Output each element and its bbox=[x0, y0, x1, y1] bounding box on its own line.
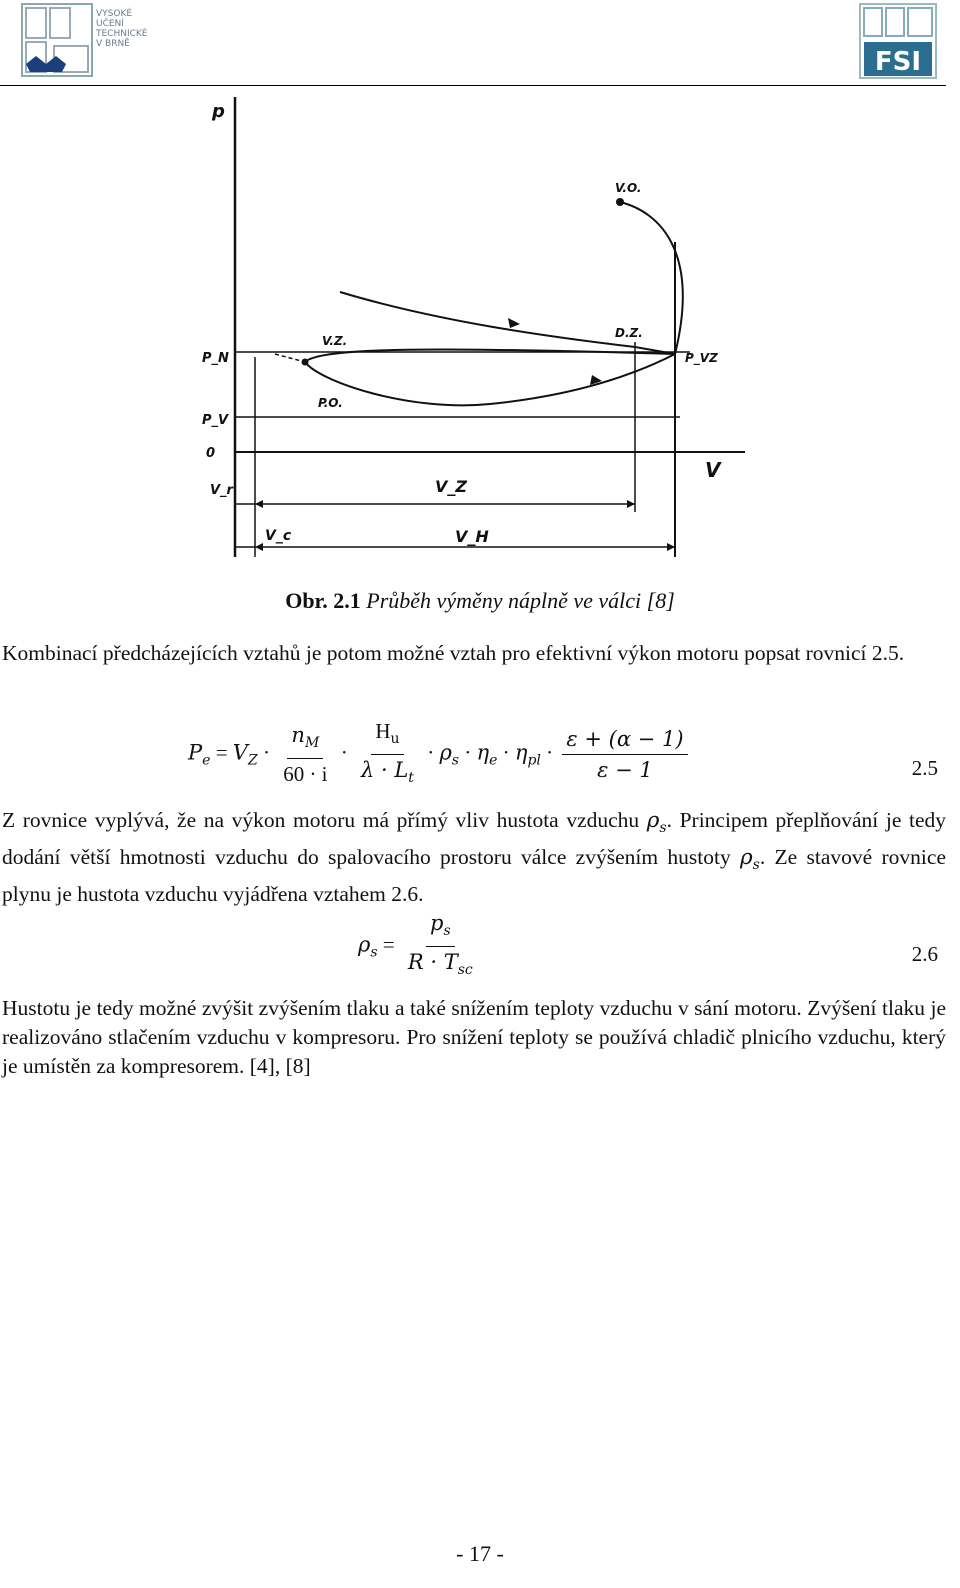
po-point bbox=[302, 359, 309, 366]
pvz-label: P_VZ bbox=[685, 351, 718, 365]
header-rule bbox=[0, 85, 946, 86]
vz-dim-label: V_Z bbox=[435, 477, 467, 496]
page-header bbox=[0, 0, 960, 90]
pn-label: P_N bbox=[202, 351, 229, 366]
vo-label: V.O. bbox=[615, 181, 642, 195]
figure-caption bbox=[0, 588, 960, 614]
paragraph-3: Hustotu je tedy možné zvýšit zvýšením tlaku a také snížením teploty vzduchu v sání motoru. Zvýšení tlaku je realizováno stlačením vzduchu v kompresoru. Pro snížení teploty se používá chladič plnicího vzduchu, který je umístěn za kompresorem. [4], [8] bbox=[2, 996, 946, 1078]
dz-label: D.Z. bbox=[615, 326, 643, 340]
logo-line-3: TECHNICKÉ bbox=[96, 29, 148, 39]
po-label: P.O. bbox=[318, 396, 343, 410]
vz-label: V.Z. bbox=[322, 334, 348, 348]
pv-label: P_V bbox=[202, 413, 229, 428]
logo-line-2: UČENÍ bbox=[96, 19, 124, 29]
equation-2-5: $P_e = V_Z$ · $\frac{n_M}{60 \cdot i}$ · $\frac{H_u}{\lambda \cdot L_t}$ · $\rho_s \cdot \eta_e \cdot \eta_{pl}$ · $\frac{\varepsilon + (\alpha - 1)}{\varepsilon - 1}$ bbox=[188, 718, 692, 791]
equation-2-6: $\rho_s$ = $\frac{p_s}{R \cdot T_{sc}}$ bbox=[358, 911, 473, 978]
equation-2-6-number: 2.6 bbox=[911, 942, 938, 966]
dashed-line bbox=[275, 354, 305, 362]
compression-curve bbox=[340, 292, 675, 354]
fsi-logo-icon bbox=[858, 2, 938, 80]
paragraph-2: Z rovnice vyplývá, že na výkon motoru má přímý vliv hustota vzduchu $\rho_s$. Principem přeplňování je tedy dodání větší hmotnosti vzduchu do spalovacího prostoru válce zvýšením hustoty $\rho_s$. Ze stavové rovnice plynu je hustota vzduchu vyjádřena vztahem 2.6. bbox=[2, 808, 946, 906]
logo-line-4: V BRNĚ bbox=[96, 39, 130, 49]
vh-label: V_H bbox=[455, 527, 489, 546]
paragraph-1: Kombinací předcházejících vztahů je potom možné vztah pro efektivní výkon motoru popsat rovnicí 2.5. bbox=[2, 641, 905, 665]
vo-point bbox=[616, 198, 624, 206]
v-axis-label: V bbox=[705, 458, 721, 482]
vc-label: V_c bbox=[265, 528, 292, 544]
caption-number: Obr. 2.1 bbox=[285, 588, 361, 613]
logo-line-1: VYSOKÉ bbox=[96, 9, 133, 19]
vut-logo-icon bbox=[20, 2, 150, 80]
intake-curve bbox=[305, 354, 675, 405]
vr-label: V_r bbox=[210, 483, 233, 498]
fsi-logo-text: FSI bbox=[874, 47, 922, 77]
pv-diagram bbox=[190, 92, 770, 567]
p-axis-label: p bbox=[212, 101, 225, 122]
zero-label: 0 bbox=[206, 446, 216, 461]
page-number: - 17 - bbox=[456, 1541, 504, 1566]
caption-text: Průběh výměny náplně ve válci [8] bbox=[366, 588, 675, 613]
compression-arrow bbox=[508, 318, 520, 328]
equation-2-5-number: 2.5 bbox=[911, 756, 938, 780]
